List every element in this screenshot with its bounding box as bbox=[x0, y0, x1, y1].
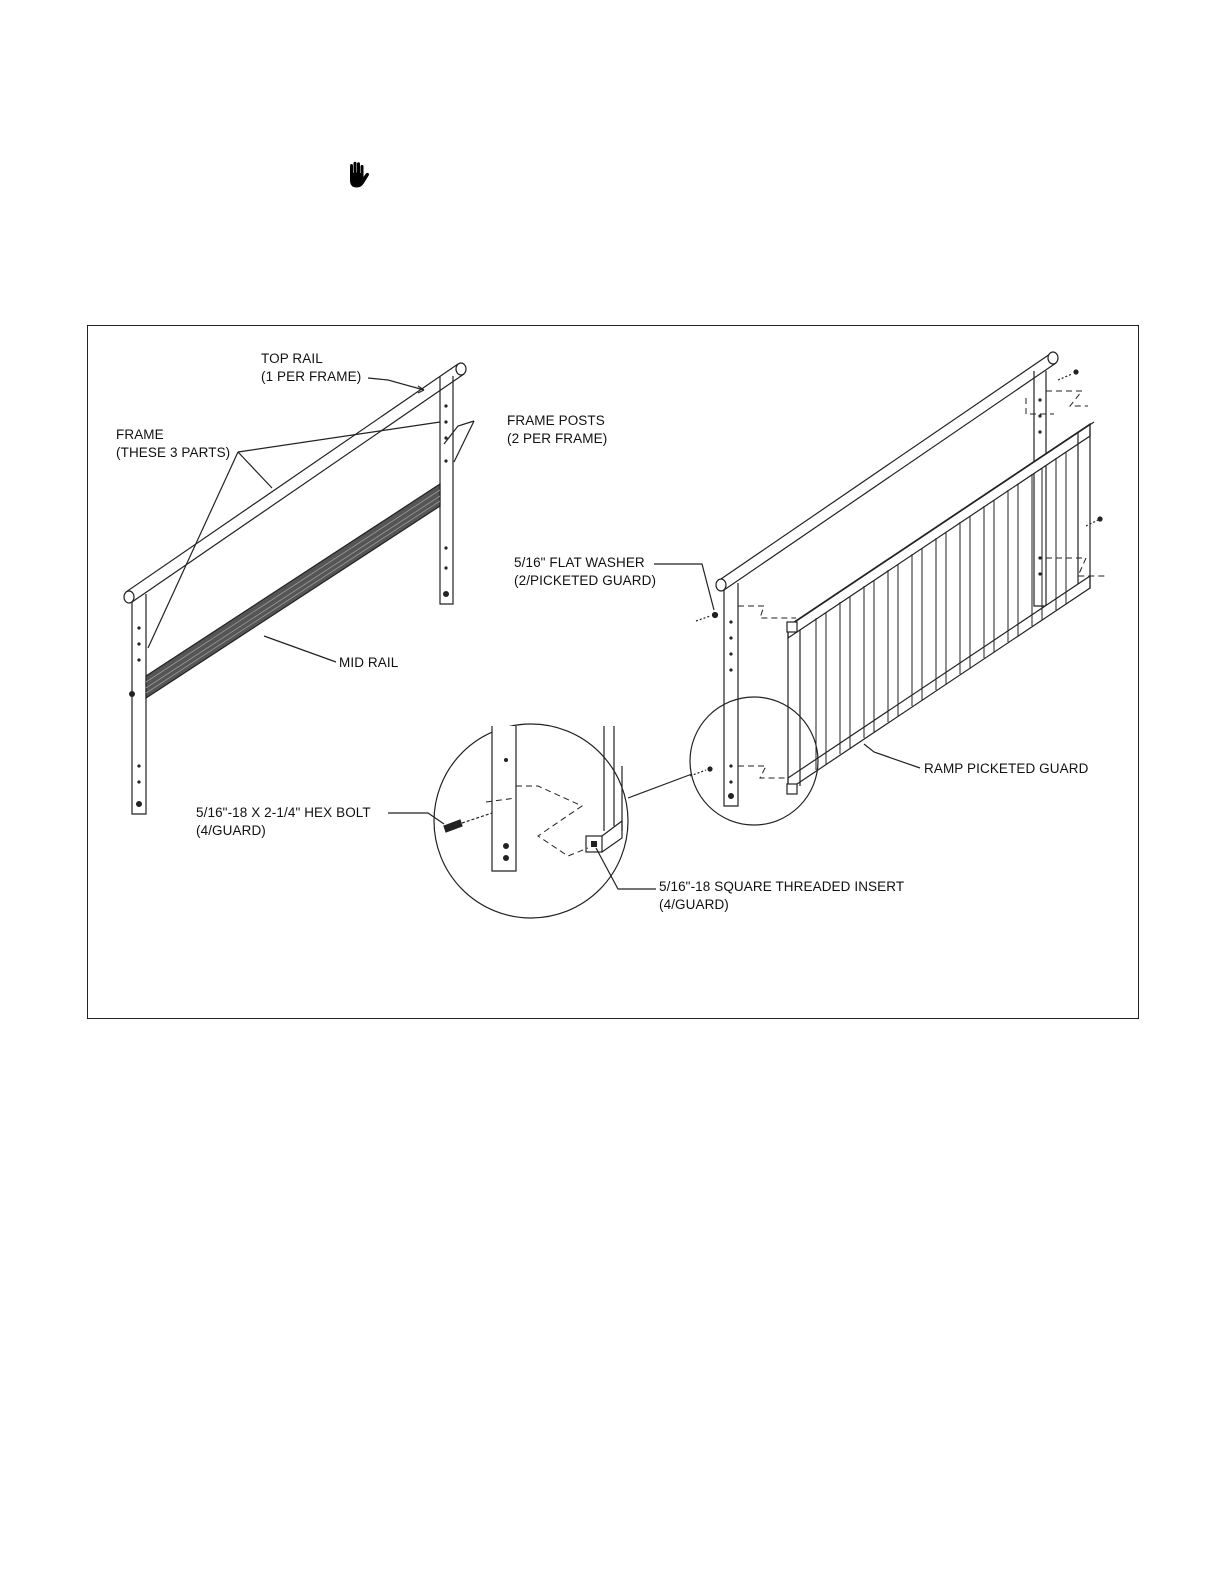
guardrail-assembly-drawing bbox=[88, 326, 1140, 1020]
assembly-figure bbox=[87, 325, 1139, 1019]
flat-washer-label: 5/16" FLAT WASHER (2/PICKETED GUARD) bbox=[514, 555, 657, 588]
hex-bolt-label: 5/16"-18 X 2-1/4" HEX BOLT (4/GUARD) bbox=[196, 805, 371, 838]
top-rail-label: TOP RAIL (1 PER FRAME) bbox=[261, 351, 362, 384]
ramp-picketed-guard-label: RAMP PICKETED GUARD bbox=[924, 761, 1089, 776]
mid-rail-label: MID RAIL bbox=[339, 655, 399, 670]
frame-posts-label: FRAME POSTS (2 PER FRAME) bbox=[507, 413, 608, 446]
frame-label: FRAME (THESE 3 PARTS) bbox=[116, 427, 231, 460]
hand-stop-icon bbox=[343, 160, 373, 190]
threaded-insert-label: 5/16"-18 SQUARE THREADED INSERT (4/GUARD) bbox=[659, 879, 905, 912]
